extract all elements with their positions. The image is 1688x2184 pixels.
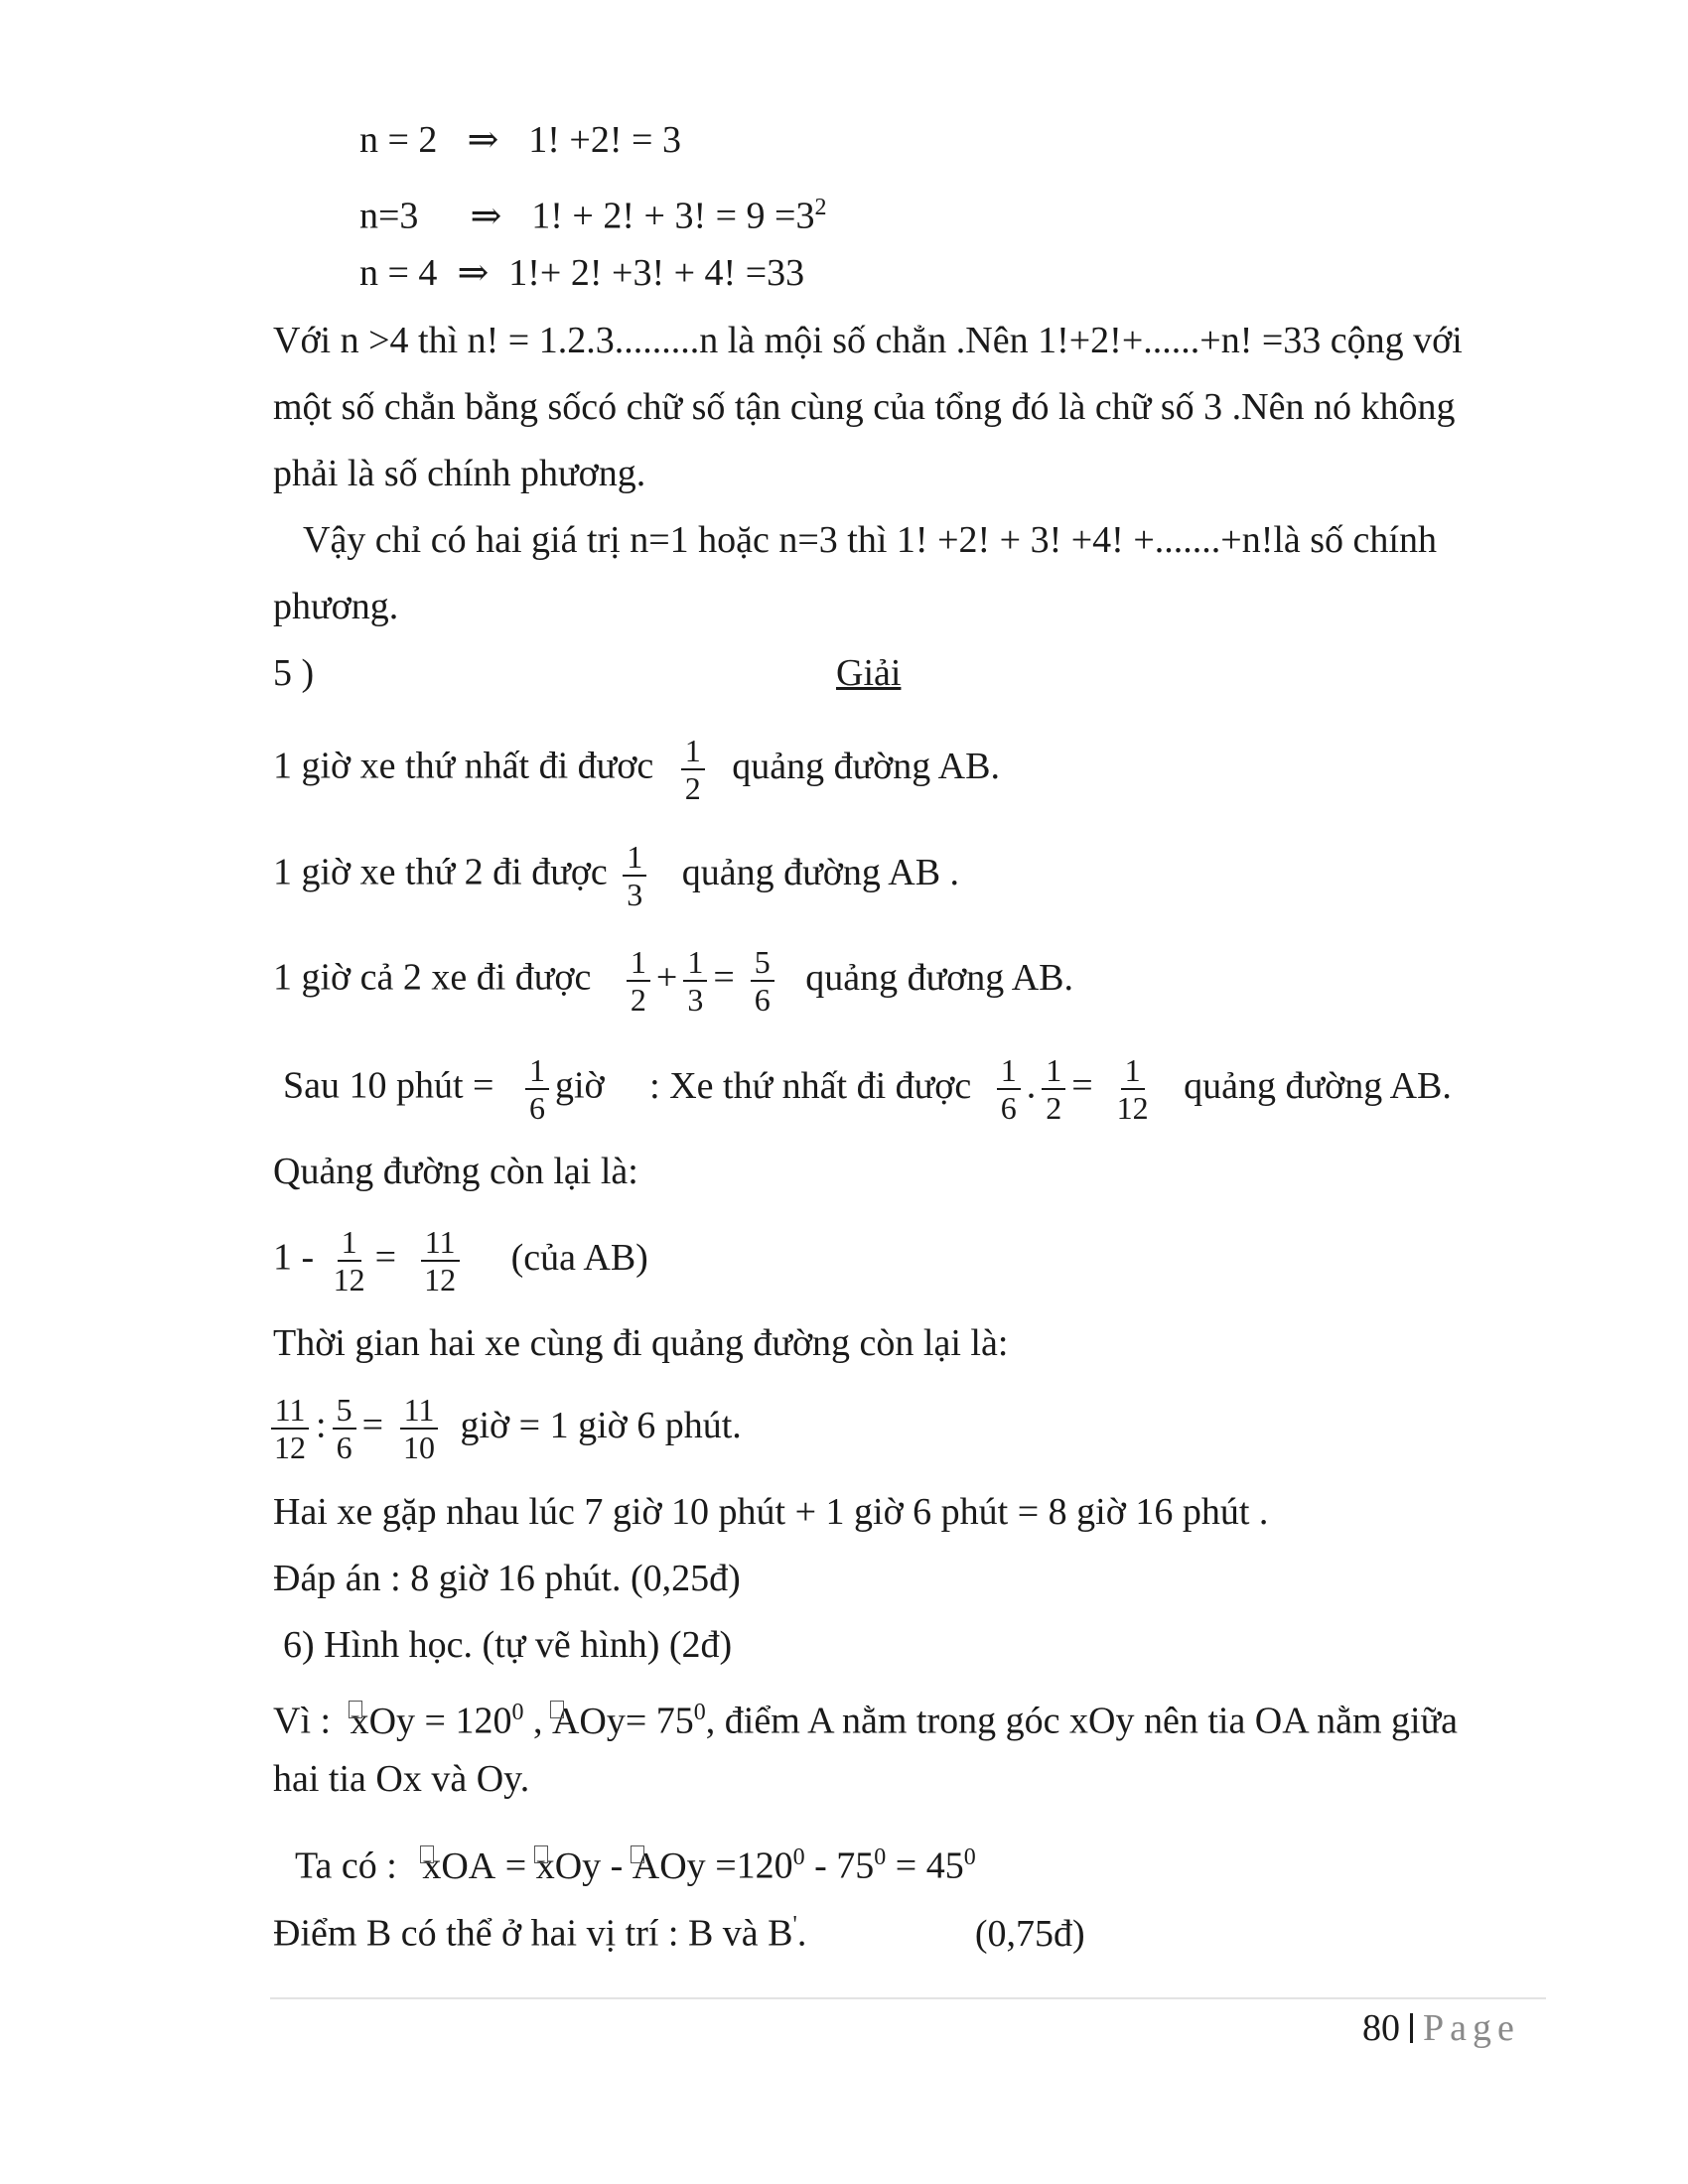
page-footer [1362,2005,1520,2051]
denominator: 12 [274,1430,306,1465]
numerator: 11 [421,1224,460,1262]
denominator: 12 [424,1262,457,1297]
denominator: 10 [403,1430,435,1465]
paragraph-line-2: một số chẳn bằng sốcó chữ số tận cùng của tổng đó là chữ số 3 .Nên nó không [273,386,1456,428]
degree: 0 [511,1700,524,1725]
step-car2-rate [273,839,959,912]
paragraph-line-1: Với n >4 thì n! = 1.2.3.........n là mội số chẳn .Nên 1!+2!+......+n! =33 cộng với [273,320,1463,361]
fraction [751,944,774,1018]
text: Ta có : [295,1844,397,1887]
denominator: 6 [754,982,771,1018]
fraction [681,733,705,806]
angle-aoy: AOy [632,1844,706,1887]
step-car1-rate [273,733,1000,806]
numerator: 5 [333,1392,356,1430]
case-n3 [359,185,826,239]
degree: 0 [792,1844,805,1870]
text: Vì : [273,1700,332,1742]
footer-separator [1410,2013,1413,2043]
text: - [601,1844,633,1887]
text: 1 giờ cả 2 xe đi được [273,956,592,999]
degree: 0 [874,1844,887,1870]
angle-xoy: xOy [350,1700,416,1742]
operator: : [316,1404,327,1446]
page-label: Page [1423,2007,1520,2049]
denominator: 2 [684,770,701,806]
conclusion-line-1: Vậy chỉ có hai giá trị n=1 hoặc n=3 thì 1! +2! + 3! +4! +.......+n!là số chính [303,519,1437,561]
text: quảng đường AB. [1184,1064,1452,1107]
numerator: 1 [623,839,646,877]
case-n3-label: n=3 [359,195,419,237]
score: (0,75đ) [974,1912,1085,1955]
numerator: 1 [1042,1052,1065,1090]
exponent: 2 [814,195,827,220]
numerator: 5 [751,944,774,982]
text: = [495,1844,536,1887]
numerator: 1 [683,944,707,982]
denominator: 6 [336,1430,352,1465]
text: quảng đương AB. [805,956,1073,999]
text: , [523,1700,552,1742]
text: 1 giờ xe thứ 2 đi được [273,851,608,893]
step-time [270,1392,742,1465]
prime: ' [792,1912,797,1938]
conclusion-line-2: phương. [273,586,399,627]
case-n2-result: 1! +2! = 3 [528,119,681,161]
implies-symbol: ⇒ [470,195,502,237]
denominator: 6 [529,1090,545,1126]
degree: 0 [693,1700,706,1725]
numerator: 1 [338,1224,361,1262]
text: (của AB) [510,1236,648,1279]
angle-xoa: xOA [422,1844,496,1887]
numerator: 1 [681,733,705,770]
time-heading: Thời gian hai xe cùng đi quảng đường còn lại là: [273,1322,1009,1364]
denominator: 3 [627,877,643,912]
case-n4-label: n = 4 [359,252,438,294]
angle-aoy: AOy [551,1700,626,1742]
text: = 45 [886,1844,964,1887]
step-after-10-min [283,1052,1452,1126]
fraction [525,1052,549,1126]
remaining-distance-heading: Quảng đường còn lại là: [273,1151,638,1192]
text: 1 giờ xe thứ nhất đi đươc [273,745,654,787]
numerator: 1 [1121,1052,1145,1090]
meeting-time-line: Hai xe gặp nhau lúc 7 giờ 10 phút + 1 giờ 6 phút = 8 giờ 16 phút . [273,1491,1269,1533]
numerator: 1 [525,1052,549,1090]
denominator: 2 [1046,1090,1062,1126]
problem-6-heading: 6) Hình học. (tự vẽ hình) (2đ) [283,1624,733,1666]
text: quảng đường AB . [681,851,960,893]
case-n4 [359,250,804,296]
operator: = [374,1236,397,1279]
text: Điểm B có thể ở hai vị trí : B và B [273,1912,793,1955]
text: : Xe thứ nhất đi được [649,1064,972,1107]
numerator: 1 [997,1052,1021,1090]
text: = 75 [625,1700,694,1742]
fraction [1042,1052,1065,1126]
degree: 0 [963,1844,976,1870]
fraction [270,1392,310,1465]
fraction [997,1052,1021,1126]
fraction [333,1392,356,1465]
operator: + [655,956,678,999]
step-remaining-distance [273,1224,648,1297]
problem-5-number: 5 ) [273,652,315,694]
text: = 120 [415,1700,512,1742]
fraction [330,1224,369,1297]
page-number: 80 [1362,2007,1400,2049]
fraction [399,1392,439,1465]
angle-rays-line: hai tia Ox và Oy. [273,1758,530,1800]
operator: . [1026,1064,1037,1107]
angle-compute-line [295,1835,976,1889]
implies-symbol: ⇒ [457,252,490,294]
text: giờ [555,1064,605,1107]
step-combined-rate [273,944,1073,1018]
case-n2-label: n = 2 [359,119,438,161]
fraction [627,944,650,1018]
angle-xoy: xOy [535,1844,602,1887]
fraction [420,1224,460,1297]
case-n2 [359,117,681,163]
denominator: 12 [1116,1090,1149,1126]
operator: = [361,1404,383,1446]
denominator: 12 [333,1262,365,1297]
solution-heading: Giải [836,652,902,694]
denominator: 6 [1000,1090,1017,1126]
numerator: 11 [271,1392,310,1430]
text: 1 - [273,1236,315,1279]
numerator: 1 [627,944,650,982]
numerator: 11 [400,1392,439,1430]
point-b-line [273,1902,1085,1957]
fraction [1113,1052,1153,1126]
text: Sau 10 phút = [283,1064,494,1107]
text: - 75 [804,1844,875,1887]
text: giờ = 1 giờ 6 phút. [460,1404,742,1446]
text: . [796,1912,807,1955]
case-n4-result: 1!+ 2! +3! + 4! =33 [508,252,805,294]
denominator: 2 [630,982,646,1018]
text: , điểm A nằm trong góc xOy nên tia OA nằm giữa [705,1700,1459,1742]
operator: = [1071,1064,1093,1107]
fraction [683,944,707,1018]
case-n3-result: 1! + 2! + 3! = 9 =3 [531,195,815,237]
text: quảng đường AB. [732,745,1000,787]
denominator: 3 [687,982,704,1018]
footer-divider [270,1997,1546,1999]
operator: = [713,956,735,999]
implies-symbol: ⇒ [467,119,499,161]
angle-given-line [273,1690,1458,1744]
answer-line: Đáp án : 8 giờ 16 phút. (0,25đ) [273,1558,741,1599]
fraction [623,839,646,912]
paragraph-line-3: phải là số chính phương. [273,453,646,494]
text: =120 [705,1844,793,1887]
